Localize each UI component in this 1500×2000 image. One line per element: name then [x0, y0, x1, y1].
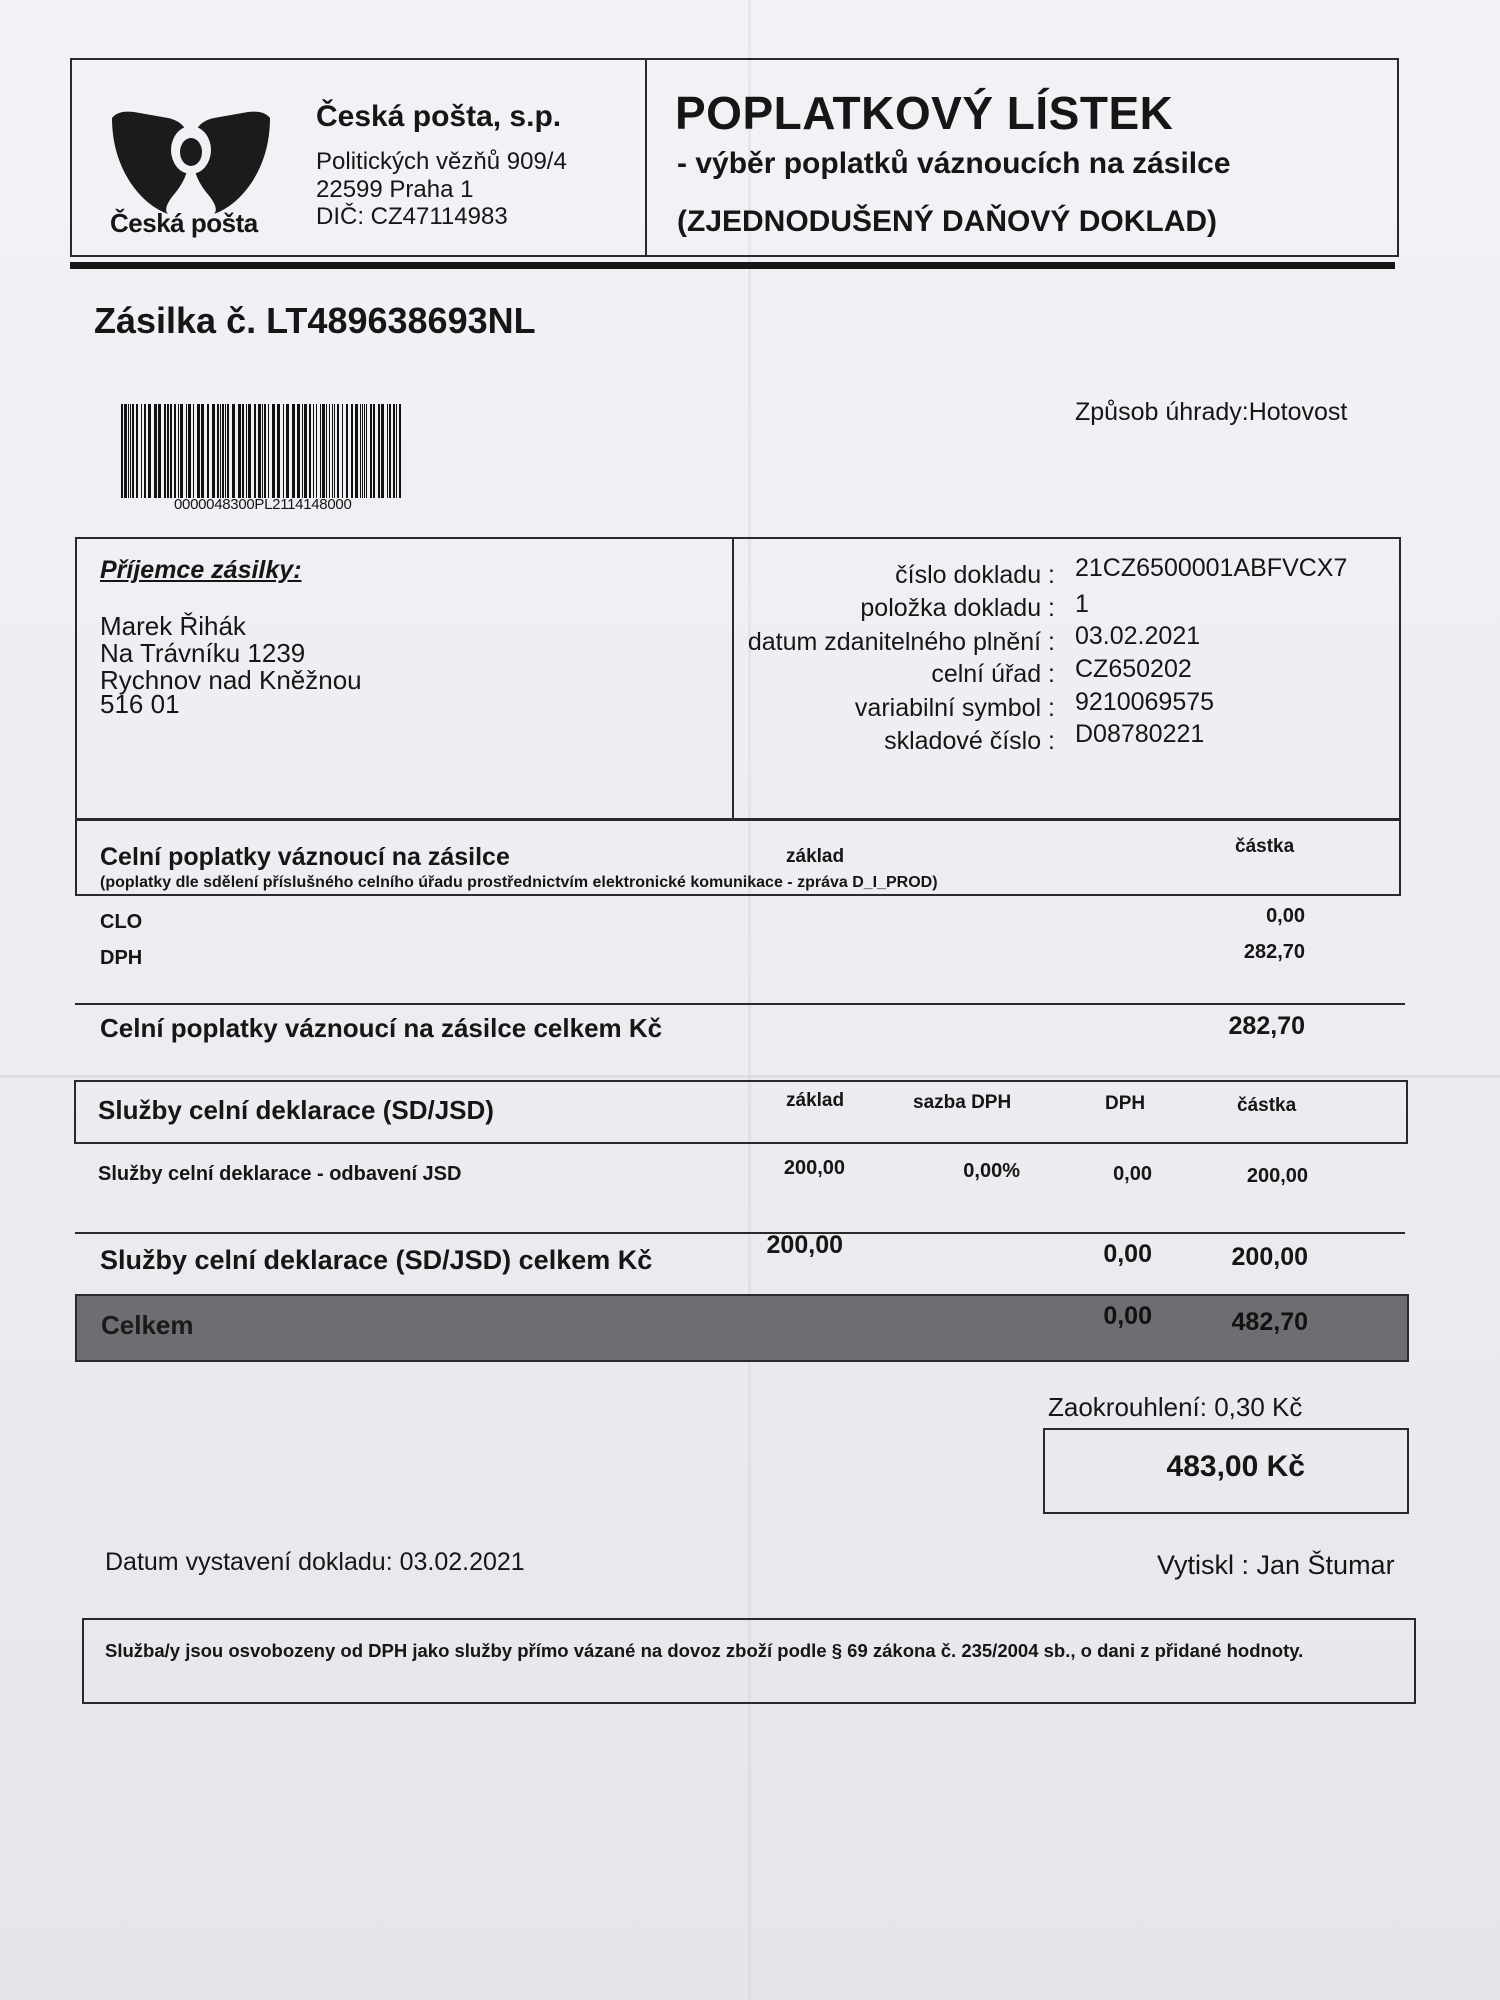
- barcode-bar: [277, 404, 280, 498]
- doc-info-label: skladové číslo :: [884, 727, 1055, 755]
- barcode-bar: [180, 404, 183, 498]
- barcode-bar: [264, 404, 266, 498]
- recipient-label: Příjemce zásilky:: [100, 556, 302, 584]
- barcode-bar: [188, 404, 191, 498]
- customs-fees-total-amount: 282,70: [1228, 1012, 1305, 1040]
- barcode-bar: [399, 404, 401, 498]
- recipient-zip: 516 01: [100, 689, 180, 719]
- barcode-bar: [197, 404, 200, 498]
- barcode-bar: [366, 404, 367, 498]
- doc-info-value: CZ650202: [1075, 655, 1192, 683]
- barcode-bar: [355, 404, 358, 498]
- barcode-bar: [248, 404, 251, 498]
- barcode-bar: [283, 404, 284, 498]
- customs-fees-note: (poplatky dle sdělení příslušného celního úřadu prostřednictvím elektronické komunikace - zpráva D_I_PROD): [100, 874, 938, 891]
- barcode-bar: [364, 404, 365, 498]
- barcode-bar: [246, 404, 247, 498]
- barcode-bar: [360, 404, 361, 498]
- header-rule: [70, 262, 1395, 269]
- company-city: 22599 Praha 1: [316, 176, 474, 203]
- barcode-bar: [227, 404, 229, 498]
- barcode-bar: [201, 404, 204, 498]
- doc-info-value: 9210069575: [1075, 688, 1215, 716]
- payment-method: Způsob úhrady:Hotovost: [1075, 398, 1348, 426]
- column-header-base: základ: [786, 1090, 845, 1111]
- barcode-bar: [387, 404, 388, 498]
- barcode-bar: [130, 404, 131, 498]
- issue-date: Datum vystavení dokladu: 03.02.2021: [105, 1548, 525, 1576]
- barcode-bar: [174, 404, 176, 498]
- recipient-city: Rychnov nad Kněžnou: [100, 665, 362, 695]
- barcode-bar: [225, 404, 226, 498]
- barcode-bar: [373, 404, 375, 498]
- column-header-amount: částka: [1237, 1095, 1297, 1116]
- logo-text: Česká pošta: [110, 208, 258, 238]
- fee-row-label: CLO: [100, 911, 143, 933]
- barcode-bar: [322, 404, 325, 498]
- rounding: Zaokrouhlení: 0,30 Kč: [1048, 1392, 1303, 1422]
- doc-info-label: variabilní symbol :: [854, 694, 1055, 722]
- barcode-bar: [292, 404, 295, 498]
- barcode-bar: [148, 404, 151, 498]
- divider-line: [75, 1003, 1405, 1005]
- barcode-bar: [268, 404, 269, 498]
- barcode-bar: [320, 404, 321, 498]
- service-row-vat: 0,00: [1113, 1163, 1152, 1185]
- barcode-bar: [141, 404, 142, 498]
- barcode: [121, 404, 406, 498]
- fee-row-label: DPH: [100, 947, 143, 969]
- doc-info-value: 21CZ6500001ABFVCX7: [1075, 554, 1348, 582]
- grand-total-label: Celkem: [101, 1310, 194, 1340]
- barcode-bar: [132, 404, 134, 498]
- barcode-bar: [128, 404, 129, 498]
- doc-info-value: 03.02.2021: [1075, 622, 1201, 650]
- barcode-bar: [136, 404, 138, 498]
- recipient-street: Na Trávníku 1239: [100, 638, 306, 668]
- barcode-bar: [381, 404, 384, 498]
- barcode-bar: [164, 404, 166, 498]
- barcode-bar: [393, 404, 395, 498]
- barcode-bar: [238, 404, 241, 498]
- barcode-bar: [207, 404, 209, 498]
- barcode-bar: [167, 404, 169, 498]
- customs-fees-title: Celní poplatky váznoucí na zásilce: [100, 843, 510, 871]
- document-type: (ZJEDNODUŠENÝ DAŇOVÝ DOKLAD): [677, 205, 1218, 238]
- barcode-bar: [313, 404, 314, 498]
- barcode-bar: [342, 404, 343, 498]
- fee-row-amount: 282,70: [1243, 941, 1305, 963]
- barcode-bar: [258, 404, 261, 498]
- barcode-bar: [217, 404, 219, 498]
- barcode-bar: [272, 404, 275, 498]
- barcode-number: 0000048300PL2114148000: [174, 496, 352, 513]
- barcode-bar: [193, 404, 194, 498]
- barcode-bar: [232, 404, 235, 498]
- barcode-bar: [337, 404, 339, 498]
- grand-total-vat: 0,00: [1103, 1302, 1152, 1330]
- document-title: POPLATKOVÝ LÍSTEK: [675, 87, 1174, 139]
- barcode-bar: [351, 404, 353, 498]
- doc-info-label: položka dokladu :: [860, 594, 1055, 622]
- barcode-bar: [326, 404, 327, 498]
- barcode-bar: [254, 404, 256, 498]
- column-header-base: základ: [786, 846, 845, 867]
- column-header-vat-rate: sazba DPH: [913, 1092, 1012, 1113]
- barcode-bar: [346, 404, 348, 498]
- barcode-bar: [304, 404, 307, 498]
- doc-info-label: datum zdanitelného plnění :: [747, 628, 1055, 656]
- printed-by: Vytiskl : Jan Štumar: [1157, 1550, 1395, 1580]
- column-header-vat: DPH: [1105, 1093, 1146, 1114]
- barcode-bar: [262, 404, 263, 498]
- services-title: Služby celní deklarace (SD/JSD): [98, 1095, 494, 1125]
- barcode-bar: [329, 404, 330, 498]
- company-street: Politických vězňů 909/4: [316, 148, 567, 175]
- barcode-bar: [389, 404, 391, 498]
- barcode-bar: [362, 404, 363, 498]
- doc-info-value: 1: [1075, 590, 1089, 618]
- barcode-bar: [378, 404, 380, 498]
- barcode-bar: [121, 404, 123, 498]
- services-total-base: 200,00: [766, 1231, 843, 1259]
- barcode-bar: [286, 404, 289, 498]
- grand-total-amount: 482,70: [1231, 1308, 1308, 1336]
- barcode-bar: [220, 404, 221, 498]
- barcode-bar: [154, 404, 157, 498]
- barcode-bar: [334, 404, 335, 498]
- service-row-label: Služby celní deklarace - odbavení JSD: [98, 1163, 462, 1185]
- doc-info-value: D08780221: [1075, 720, 1205, 748]
- barcode-bar: [309, 404, 311, 498]
- column-header-amount: částka: [1235, 836, 1295, 857]
- doc-info-label: číslo dokladu :: [895, 561, 1055, 589]
- company-tax-id: DIČ: CZ47114983: [316, 203, 508, 230]
- service-row-amount: 200,00: [1246, 1165, 1308, 1187]
- service-row-base: 200,00: [783, 1157, 845, 1179]
- barcode-bar: [158, 404, 161, 498]
- barcode-bar: [370, 404, 372, 498]
- document-subtitle: - výběr poplatků váznoucích na zásilce: [677, 147, 1231, 180]
- services-total-label: Služby celní deklarace (SD/JSD) celkem Kč: [100, 1245, 653, 1275]
- barcode-bar: [396, 404, 397, 498]
- header-divider: [645, 58, 647, 255]
- doc-info-label: celní úřad :: [931, 660, 1055, 688]
- barcode-bar: [124, 404, 127, 498]
- barcode-bar: [297, 404, 300, 498]
- customs-fees-total-label: Celní poplatky váznoucí na zásilce celkem Kč: [100, 1013, 663, 1043]
- legal-note: Služba/y jsou osvobozeny od DPH jako služby přímo vázané na dovoz zboží podle § 69 zákona č. 235/2004 sb., o dani z přidané hodnoty.: [105, 1640, 1304, 1661]
- barcode-bar: [222, 404, 224, 498]
- services-total-vat: 0,00: [1103, 1240, 1152, 1268]
- barcode-bar: [212, 404, 215, 498]
- barcode-bar: [302, 404, 303, 498]
- final-amount: 483,00 Kč: [1166, 1450, 1305, 1483]
- barcode-bar: [316, 404, 317, 498]
- barcode-bar: [144, 404, 146, 498]
- services-total-amount: 200,00: [1231, 1243, 1308, 1271]
- recipient-name: Marek Řihák: [100, 611, 246, 641]
- service-row-vat-rate: 0,00%: [963, 1160, 1020, 1182]
- barcode-bar: [170, 404, 172, 498]
- barcode-bar: [178, 404, 179, 498]
- barcode-bar: [186, 404, 187, 498]
- barcode-bar: [332, 404, 333, 498]
- fee-row-amount: 0,00: [1266, 905, 1305, 927]
- barcode-bar: [242, 404, 244, 498]
- company-name: Česká pošta, s.p.: [316, 100, 562, 133]
- shipment-number: Zásilka č. LT489638693NL: [94, 300, 536, 341]
